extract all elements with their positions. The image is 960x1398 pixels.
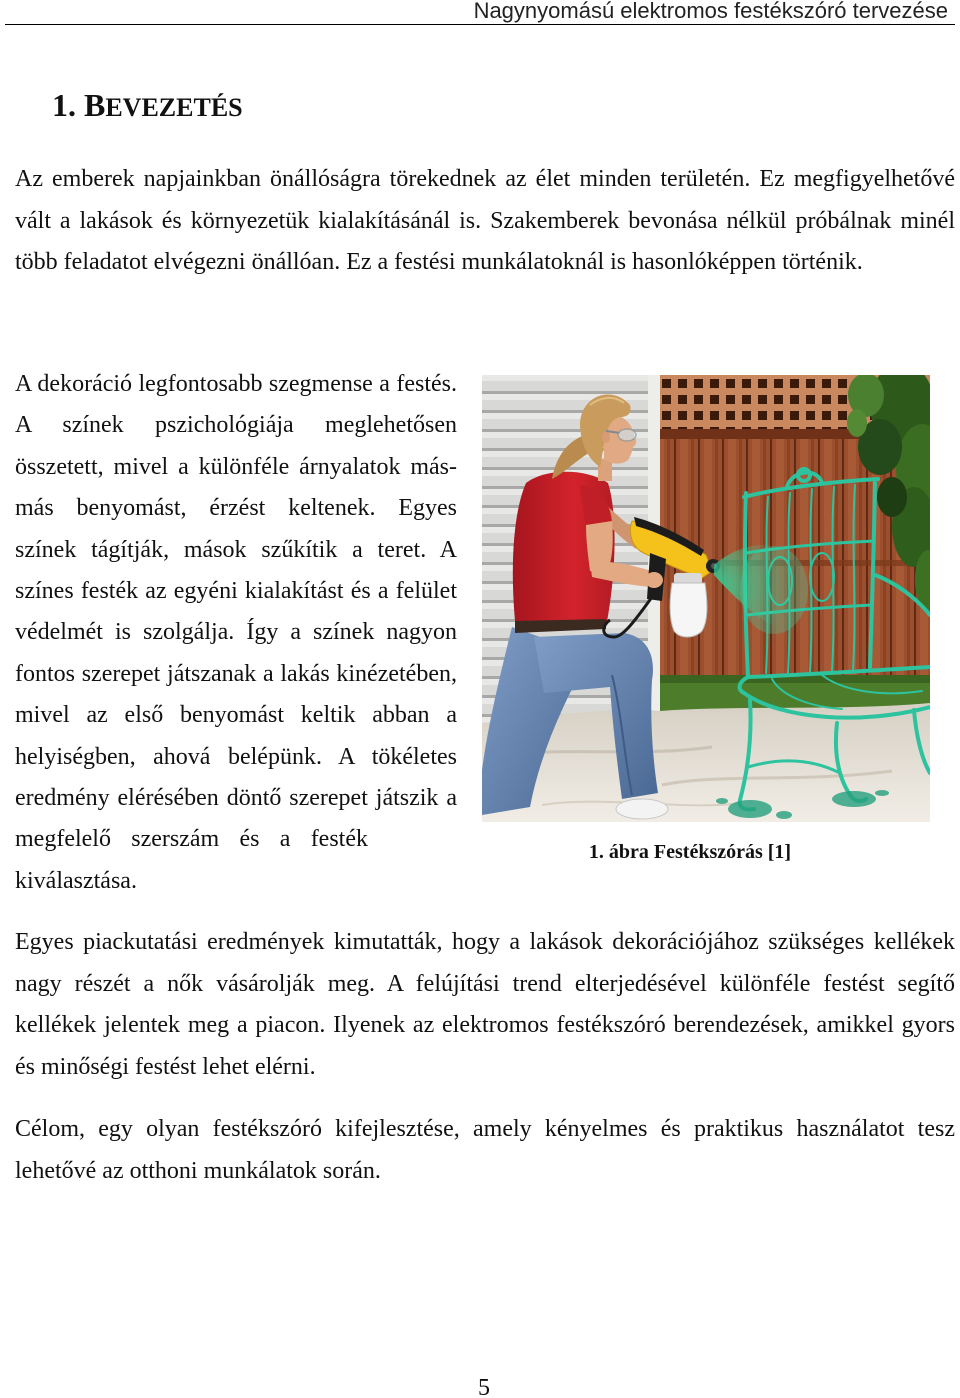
text-line: kiválasztása. (15, 867, 137, 894)
text-line: Célom, egy olyan festékszóró kifejlesztése, amely kényelmes és praktikus használatot tesz (15, 1116, 955, 1142)
text-line: más benyomást, érzést keltenek. Egyes (15, 495, 457, 522)
text-line: helyiségben, ahová belépünk. A tökéletes (15, 743, 457, 770)
text-line: több feladatot elvégezni önállóan. Ez a festési munkálatoknál is hasonlóképpen történik. (15, 249, 863, 275)
text-line: mivel az első benyomást keltik abban a (15, 702, 457, 729)
text-line: színek tágítják, mások szűkítik a teret. A (15, 536, 457, 563)
text-line: Az emberek napjainkban önállóságra törekednek az élet minden területén. Ez megfigyelhetővé (15, 166, 955, 192)
paragraph-goal (15, 1109, 955, 1192)
text-line: megfelelő szerszám és a festék (15, 826, 368, 853)
text-line: A dekoráció legfontosabb szegmense a festés. (15, 371, 457, 397)
text-line: és minőségi festést lehet elérni. (15, 1053, 316, 1080)
figure-photo (482, 375, 930, 822)
paragraph-market (15, 922, 955, 1088)
running-header: Nagynyomású elektromos festékszóró tervezése (473, 0, 948, 23)
chapter-title: BEVEZETÉS (84, 87, 243, 123)
text-line: lehetővé az otthoni munkálatok során. (15, 1157, 381, 1184)
text-line: Egyes piackutatási eredmények kimutatták, hogy a lakások dekorációjához szükséges kellékek (15, 929, 955, 955)
figure-caption: 1. ábra Festékszórás [1] (588, 841, 792, 863)
text-line: vált a lakások és környezetük kialakításánál is. Szakemberek bevonása nélkül próbálnak minél (15, 207, 955, 234)
figure (482, 375, 930, 822)
text-line: kellékek jelentek meg a piacon. Ilyenek az elektromos festékszóró berendezések, amikkel gyors (15, 1012, 955, 1038)
text-line: összetett, mivel a különféle árnyalatok más- (15, 453, 457, 480)
chapter-number: 1. (52, 87, 76, 123)
text-line: védelmét is szolgálja. Így a színek nagyon (15, 619, 457, 646)
page-number: 5 (478, 1375, 490, 1398)
text-line: fontos szerepet játszanak a lakás kinézetében, (15, 660, 457, 687)
header-rule (5, 24, 955, 25)
chapter-heading (52, 85, 243, 128)
paint-cup (670, 573, 707, 637)
text-line: eredmény elérésében döntő szerepet játszik a (15, 784, 457, 811)
paragraph-intro (15, 159, 955, 284)
text-line: nagy részét a nők vásárolják meg. A felújítási trend elterjedésével különféle festést segítő (15, 970, 955, 997)
text-line: színes festék az egyéni kialakítást és a felület (15, 577, 457, 604)
text-line: A színek pszichológiája meglehetősen (15, 412, 457, 439)
paragraph-decoration (15, 364, 457, 902)
